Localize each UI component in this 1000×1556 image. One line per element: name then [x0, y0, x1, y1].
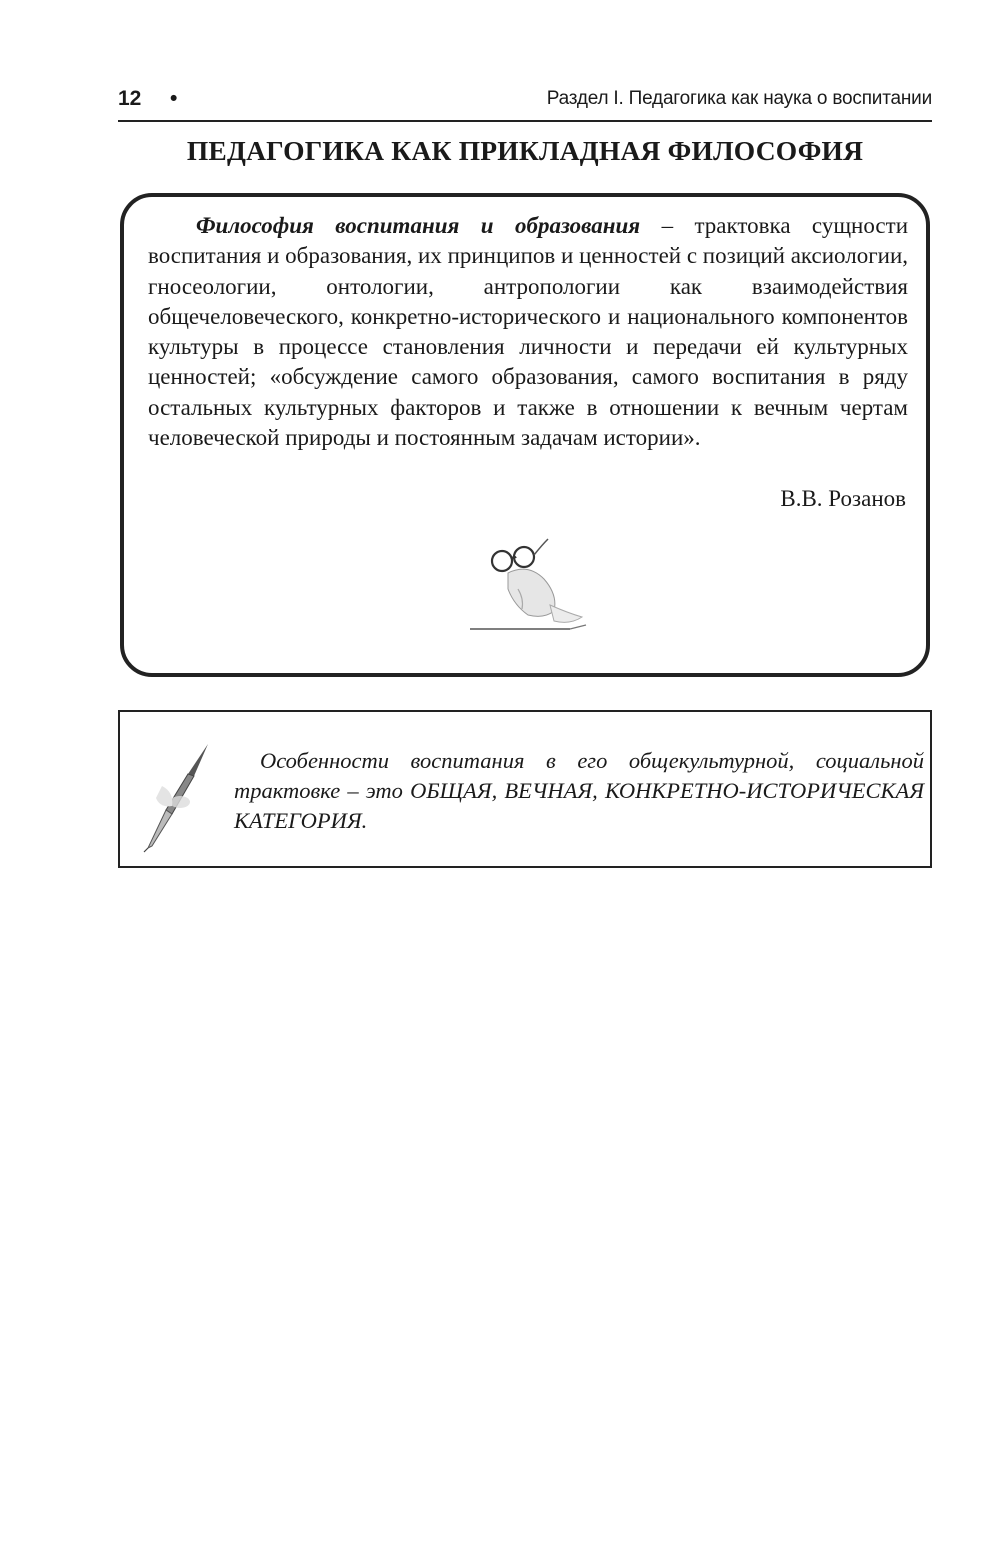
- definition-text: [148, 211, 908, 453]
- pen-icon: [132, 736, 222, 856]
- definition-term: Философия воспитания и образования: [196, 213, 641, 238]
- note-box: [118, 710, 932, 868]
- page-number: 12: [118, 87, 142, 110]
- page-header: [118, 86, 932, 122]
- definition-box: [120, 193, 930, 677]
- definition-body: – трактовка сущности воспитания и образования, их принципов и ценностей с позиций аксиологии, гносеологии, онтологии, антропологии как взаимодействия общечеловеческого, конкретно-исторического и национального компонентов культуры в процессе становления личности и передачи ей культурных ценностей; «обсуждение самого образования, самого воспитания в ряду остальных культурных факторов и также в отношении к вечным чертам человеческой природы и постоянным задачам истории».: [148, 213, 909, 451]
- header-bullet: •: [170, 87, 178, 110]
- reader-with-glasses-icon: [458, 533, 598, 643]
- running-head: Раздел I. Педагогика как наука о воспитании: [546, 88, 932, 109]
- note-emphasis: ОБЩАЯ, ВЕЧНАЯ, КОНКРЕТНО-ИСТОРИЧЕСКАЯ КАТЕГОРИЯ.: [234, 778, 925, 833]
- note-lead: Особенности воспитания в его общекультурной, социальной трактовке – это: [234, 748, 924, 803]
- quote-author: В.В. Розанов: [780, 486, 906, 511]
- page-title: ПЕДАГОГИКА КАК ПРИКЛАДНАЯ ФИЛОСОФИЯ: [186, 135, 864, 166]
- note-text: [234, 746, 924, 836]
